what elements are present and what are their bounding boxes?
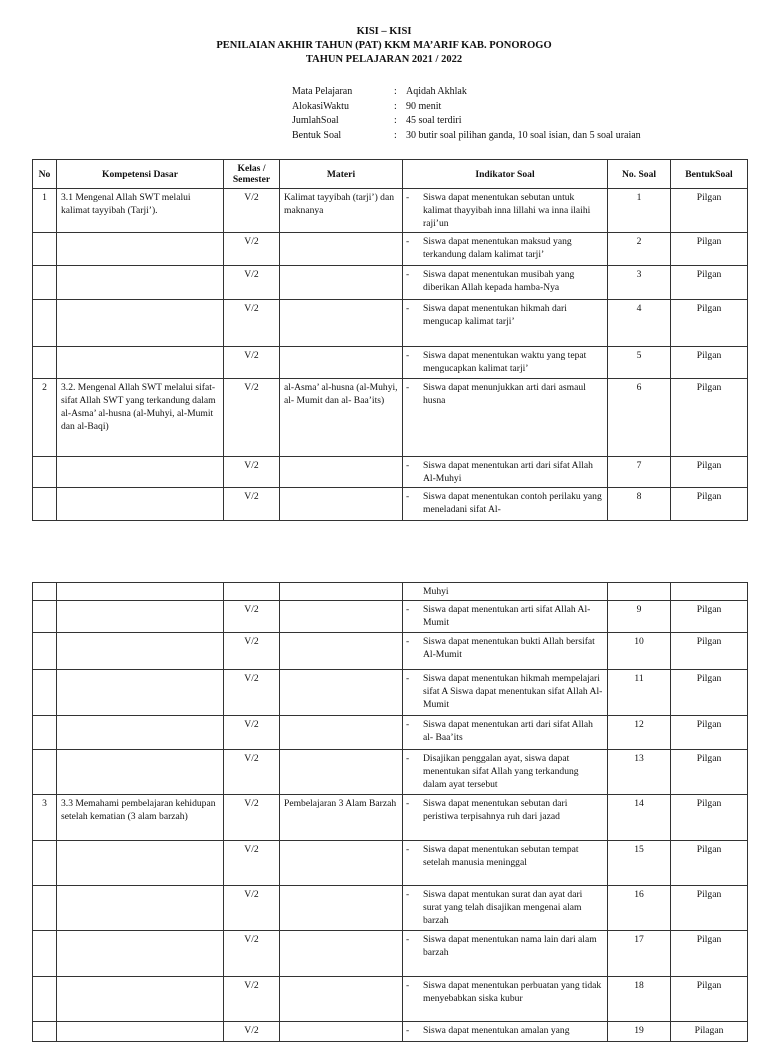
bullet-dash: - <box>406 382 410 393</box>
indikator-text: Siswa dapat menunjukkan arti dari asmaul husna <box>423 382 586 406</box>
table-header-row <box>33 160 748 189</box>
cell-materi: Pembelajaran 3 Alam Barzah <box>280 795 403 841</box>
indicator-continuation: Muhyi <box>423 586 449 597</box>
meta-row: JumlahSoal : 45 soal terdiri <box>292 114 641 129</box>
cell-bentuk: Pilgan <box>671 189 748 233</box>
cell-no <box>33 347 57 379</box>
indikator-text: Siswa dapat menentukan musibah yang diberikan Allah kepada hamba-Nya <box>423 269 575 293</box>
cell-indikator <box>403 1022 608 1042</box>
cell-materi <box>280 488 403 521</box>
cell-bentuk: Pilgan <box>671 841 748 886</box>
indikator-text: Siswa dapat menentukan arti sifat Allah Al-Mumit <box>423 604 591 628</box>
cell-bentuk: Pilgan <box>671 233 748 266</box>
indikator-text: Siswa dapat menentukan sebutan dari peristiwa terpisahnya ruh dari jazad <box>423 798 568 822</box>
cell-materi <box>280 841 403 886</box>
bullet-dash: - <box>406 236 410 247</box>
cell-no <box>33 977 57 1022</box>
cell-no <box>33 750 57 795</box>
cell-indikator <box>403 266 608 300</box>
cell-bentuk: Pilgan <box>671 601 748 633</box>
cell-kelas: V/2 <box>224 457 280 488</box>
cell-kompetensi <box>57 233 224 266</box>
cell-no <box>33 841 57 886</box>
cell-kelas: V/2 <box>224 379 280 457</box>
cell-materi <box>280 977 403 1022</box>
cell-no <box>33 931 57 977</box>
indikator-text: Siswa dapat menentukan waktu yang tepat mengucapkan kalimat tarji’ <box>423 350 587 374</box>
cell-kompetensi <box>57 300 224 347</box>
indikator-text: Siswa dapat menentukan nama lain dari alam barzah <box>423 934 597 958</box>
cell-materi <box>280 670 403 716</box>
table-row <box>33 716 748 750</box>
cell-materi <box>280 266 403 300</box>
cell-kompetensi <box>57 266 224 300</box>
meta-value: Aqidah Akhlak <box>406 86 467 97</box>
bullet-dash: - <box>406 753 410 764</box>
col-header-kd: Kompetensi Dasar <box>57 160 224 189</box>
cell-kelas: V/2 <box>224 886 280 931</box>
cell-bentuk: Pilgan <box>671 379 748 457</box>
cell-no <box>33 601 57 633</box>
doc-title: KISI – KISI <box>356 26 412 37</box>
cell-materi <box>280 750 403 795</box>
table-row <box>33 300 748 347</box>
cell-nosoal: 16 <box>608 886 671 931</box>
table-row <box>33 977 748 1022</box>
cell-indikator <box>403 457 608 488</box>
table-row <box>33 1022 748 1042</box>
cell-kompetensi <box>57 670 224 716</box>
cell-indikator <box>403 189 608 233</box>
cell-nosoal: 10 <box>608 633 671 670</box>
cell-indikator <box>403 841 608 886</box>
indikator-text: Siswa dapat menentukan contoh perilaku yang meneladani sifat Al- <box>423 491 602 515</box>
cell-bentuk: Pilgan <box>671 931 748 977</box>
cell-no <box>33 1022 57 1042</box>
cell-materi <box>280 457 403 488</box>
cell-indikator <box>403 300 608 347</box>
cell-kelas: V/2 <box>224 347 280 379</box>
cell-materi <box>280 601 403 633</box>
cell-materi <box>280 300 403 347</box>
cell-nosoal: 19 <box>608 1022 671 1042</box>
cell-nosoal: 12 <box>608 716 671 750</box>
cell-materi <box>280 233 403 266</box>
table-row <box>33 457 748 488</box>
bullet-dash: - <box>406 673 410 684</box>
cell-materi <box>280 633 403 670</box>
table-row <box>33 601 748 633</box>
meta-value: 45 soal terdiri <box>406 115 462 127</box>
cell-nosoal: 4 <box>608 300 671 347</box>
meta-key: Mata Pelajaran <box>292 86 353 97</box>
bullet-dash: - <box>406 889 410 900</box>
indikator-text: Siswa dapat mentukan surat dan ayat dari surat yang telah disajikan mengenai alam barzah <box>423 889 583 926</box>
indikator-text: Siswa dapat menentukan bukti Allah bersifat Al-Mumit <box>423 636 595 660</box>
grid-table-page2 <box>32 582 748 1042</box>
indikator-text: Siswa dapat menentukan hikmah mempelajari sifat A Siswa dapat menentukan sifat Allah Al-Mumit <box>423 673 603 710</box>
cell-indikator <box>403 670 608 716</box>
cell-indikator <box>403 886 608 931</box>
bullet-dash: - <box>406 934 410 945</box>
cell-no <box>33 716 57 750</box>
table-row <box>33 347 748 379</box>
cell-kelas: V/2 <box>224 750 280 795</box>
cell-bentuk: Pilgan <box>671 886 748 931</box>
cell-indikator <box>403 379 608 457</box>
cell-kompetensi <box>57 931 224 977</box>
cell-kelas: V/2 <box>224 841 280 886</box>
col-header-nosoal: No. Soal <box>608 160 671 189</box>
cell-bentuk: Pilgan <box>671 266 748 300</box>
meta-key: JumlahSoal <box>292 115 339 127</box>
cell-kompetensi <box>57 977 224 1022</box>
indikator-text: Siswa dapat menentukan perbuatan yang tidak menyebabkan siska kubur <box>423 980 602 1004</box>
cell-bentuk: Pilgan <box>671 633 748 670</box>
cell-nosoal: 14 <box>608 795 671 841</box>
col-header-materi: Materi <box>280 160 403 189</box>
cell-kelas: V/2 <box>224 670 280 716</box>
grid-table-page1 <box>32 159 748 521</box>
bullet-dash: - <box>406 980 410 991</box>
bullet-dash: - <box>406 1025 410 1036</box>
bullet-dash: - <box>406 844 410 855</box>
cell-nosoal: 2 <box>608 233 671 266</box>
meta-key: Bentuk Soal <box>292 130 342 142</box>
cell-kompetensi <box>57 457 224 488</box>
cell-bentuk: Pilgan <box>671 977 748 1022</box>
cell-kompetensi: 3.3 Memahami pembelajaran kehidupan setelah kematian (3 alam barzah) <box>57 795 224 841</box>
bullet-dash: - <box>406 491 410 502</box>
cell-materi <box>280 1022 403 1042</box>
cell-bentuk: Pilgan <box>671 716 748 750</box>
table-row <box>33 233 748 266</box>
table-row <box>33 750 748 795</box>
cell-bentuk: Pilgan <box>671 750 748 795</box>
cell-no <box>33 457 57 488</box>
indikator-text: Disajikan penggalan ayat, siswa dapat menentukan sifat Allah yang terkandung dalam ayat tersebut <box>423 753 579 790</box>
cell-materi <box>280 716 403 750</box>
cell-nosoal: 11 <box>608 670 671 716</box>
table-row <box>33 670 748 716</box>
cell-nosoal: 13 <box>608 750 671 795</box>
cell-kelas: V/2 <box>224 931 280 977</box>
cell-no <box>33 233 57 266</box>
indikator-text: Siswa dapat menentukan sebutan tempat setelah manusia meninggal <box>423 844 579 868</box>
cell-no: 3 <box>33 795 57 841</box>
meta-value: 30 butir soal pilihan ganda, 10 soal isian, dan 5 soal uraian <box>406 130 641 142</box>
cell-kelas: V/2 <box>224 795 280 841</box>
cell-materi <box>280 931 403 977</box>
cell-no <box>33 266 57 300</box>
cell-nosoal: 7 <box>608 457 671 488</box>
cell-kelas: V/2 <box>224 1022 280 1042</box>
cell-kelas: V/2 <box>224 601 280 633</box>
col-header-kelas: Kelas / Semester <box>224 160 280 189</box>
cell-indikator <box>403 488 608 521</box>
cell-kompetensi <box>57 841 224 886</box>
cell-kompetensi <box>57 886 224 931</box>
cell-bentuk: Pilagan <box>671 1022 748 1042</box>
table-row <box>33 488 748 521</box>
cell-kompetensi <box>57 488 224 521</box>
doc-subtitle: PENILAIAN AKHIR TAHUN (PAT) KKM MA’ARIF KAB. PONOROGO <box>216 40 552 51</box>
bullet-dash: - <box>406 604 410 615</box>
cell-indikator <box>403 347 608 379</box>
doc-year: TAHUN PELAJARAN 2021 / 2022 <box>305 54 463 65</box>
cell-indikator <box>403 716 608 750</box>
cell-kelas: V/2 <box>224 633 280 670</box>
indikator-text: Siswa dapat menentukan arti dari sifat Allah Al-Muhyi <box>423 460 593 484</box>
table-row-continuation <box>33 583 748 601</box>
cell-kelas: V/2 <box>224 233 280 266</box>
table-row <box>33 633 748 670</box>
table-row <box>33 886 748 931</box>
cell-indikator <box>403 977 608 1022</box>
cell-indikator <box>403 633 608 670</box>
cell-indikator <box>403 750 608 795</box>
cell-kelas: V/2 <box>224 716 280 750</box>
cell-indikator <box>403 233 608 266</box>
cell-kelas: V/2 <box>224 488 280 521</box>
table-row <box>33 379 748 457</box>
bullet-dash: - <box>406 636 410 647</box>
meta-row: Mata Pelajaran : Aqidah Akhlak <box>292 85 641 100</box>
bullet-dash: - <box>406 269 410 280</box>
cell-kompetensi <box>57 633 224 670</box>
col-header-bentuk: BentukSoal <box>671 160 748 189</box>
table-row <box>33 189 748 233</box>
table-row <box>33 931 748 977</box>
meta-row: AlokasiWaktu : 90 menit <box>292 100 641 115</box>
indikator-text: Siswa dapat menentukan arti dari sifat Allah al- Baa’its <box>423 719 593 743</box>
cell-materi <box>280 347 403 379</box>
col-header-no: No <box>33 160 57 189</box>
cell-bentuk: Pilgan <box>671 670 748 716</box>
cell-bentuk: Pilgan <box>671 457 748 488</box>
cell-bentuk: Pilgan <box>671 795 748 841</box>
cell-kelas: V/2 <box>224 266 280 300</box>
cell-materi: Kalimat tayyibah (tarji’) dan maknanya <box>280 189 403 233</box>
meta-row: Bentuk Soal : 30 butir soal pilihan ganda, 10 soal isian, dan 5 soal uraian <box>292 129 641 144</box>
indikator-text: Siswa dapat menentukan hikmah dari mengucap kalimat tarji’ <box>423 303 567 327</box>
cell-bentuk: Pilgan <box>671 488 748 521</box>
cell-kompetensi <box>57 601 224 633</box>
cell-nosoal: 6 <box>608 379 671 457</box>
cell-nosoal: 8 <box>608 488 671 521</box>
cell-materi <box>280 886 403 931</box>
table-row <box>33 841 748 886</box>
meta-value: 90 menit <box>406 100 442 112</box>
cell-kompetensi <box>57 750 224 795</box>
cell-indikator <box>403 795 608 841</box>
cell-indikator <box>403 601 608 633</box>
indikator-text: Siswa dapat menentukan sebutan untuk kalimat thayyibah inna lillahi wa inna ilaihi raji’un <box>423 192 591 229</box>
table-row <box>33 266 748 300</box>
cell-indikator <box>403 931 608 977</box>
cell-no: 1 <box>33 189 57 233</box>
cell-kelas: V/2 <box>224 977 280 1022</box>
cell-bentuk: Pilgan <box>671 300 748 347</box>
bullet-dash: - <box>406 350 410 361</box>
cell-kompetensi <box>57 716 224 750</box>
cell-no <box>33 488 57 521</box>
cell-kompetensi <box>57 1022 224 1042</box>
cell-no <box>33 886 57 931</box>
cell-nosoal: 1 <box>608 189 671 233</box>
cell-no: 2 <box>33 379 57 457</box>
col-header-indikator: Indikator Soal <box>403 160 608 189</box>
cell-materi: al-Asma’ al-husna (al-Muhyi, al- Mumit dan al- Baa’its) <box>280 379 403 457</box>
subject-info <box>292 85 641 144</box>
cell-kelas: V/2 <box>224 189 280 233</box>
cell-nosoal: 17 <box>608 931 671 977</box>
bullet-dash: - <box>406 719 410 730</box>
bullet-dash: - <box>406 798 410 809</box>
bullet-dash: - <box>406 460 410 471</box>
indikator-text: Siswa dapat menentukan maksud yang terkandung dalam kalimat tarji’ <box>423 236 572 260</box>
cell-no <box>33 633 57 670</box>
cell-kompetensi <box>57 347 224 379</box>
cell-no <box>33 670 57 716</box>
cell-no <box>33 300 57 347</box>
table-row <box>33 795 748 841</box>
cell-kompetensi: 3.2. Mengenal Allah SWT melalui sifat-sifat Allah SWT yang terkandung dalam al-Asma’ al-husna (al-Muhyi, al-Mumit dan al-Baqi) <box>57 379 224 457</box>
cell-kelas: V/2 <box>224 300 280 347</box>
cell-bentuk: Pilgan <box>671 347 748 379</box>
cell-nosoal: 5 <box>608 347 671 379</box>
cell-nosoal: 18 <box>608 977 671 1022</box>
cell-nosoal: 9 <box>608 601 671 633</box>
cell-nosoal: 3 <box>608 266 671 300</box>
cell-kompetensi: 3.1 Mengenal Allah SWT melalui kalimat tayyibah (Tarji’). <box>57 189 224 233</box>
cell-nosoal: 15 <box>608 841 671 886</box>
indikator-text: Siswa dapat menentukan amalan yang <box>423 1025 570 1036</box>
meta-key: AlokasiWaktu <box>292 100 349 112</box>
bullet-dash: - <box>406 192 410 203</box>
bullet-dash: - <box>406 303 410 314</box>
